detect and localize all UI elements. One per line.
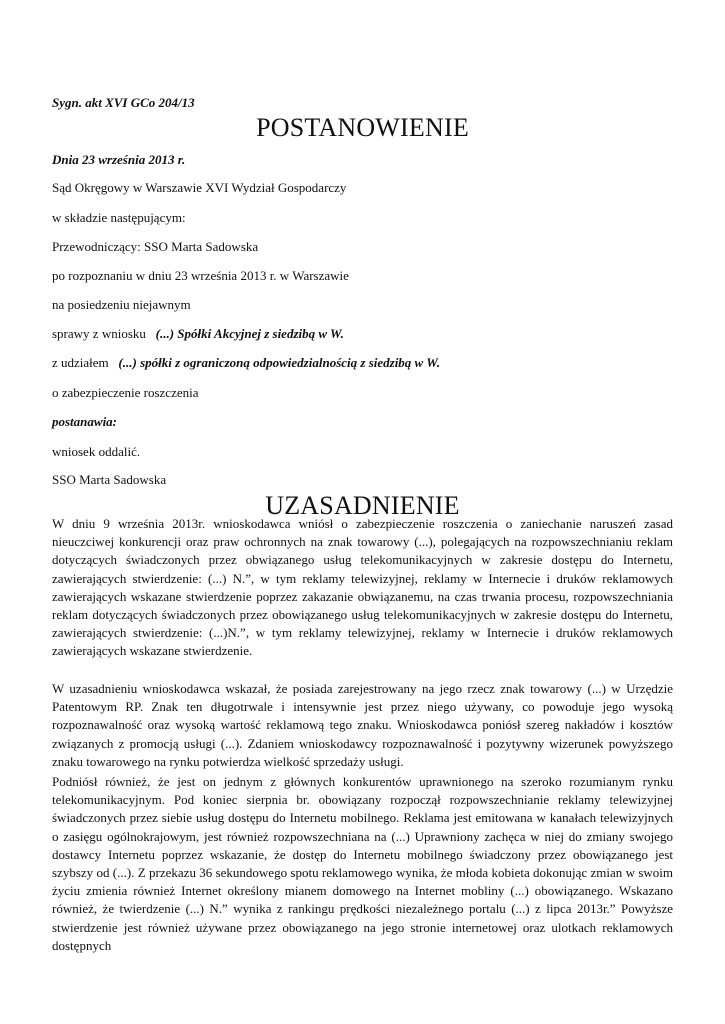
justification-title: UZASADNIENIE	[265, 491, 460, 520]
justification-paragraph-2: W uzasadnieniu wnioskodawca wskazał, że posiada zarejestrowany na jego rzecz znak towarowy (...) w Urzędzie Patentowym RP. Znak ten długotrwale i intensywnie jest przez niego używany, co powoduje jego wysoką rozpoznawalność oraz wysoką wartość reklamową tego znaku. Wnioskodawca poniósł szereg nakładów i kosztów związanych z promocją usługi (...). Zdaniem wnioskodawcy rozpoznawalność i pozytywny wizerunek powyższego znaku towarowego na rynku potwierdza wielkość sprzedaży usługi.	[52, 681, 673, 769]
participant-prefix: z udziałem	[52, 355, 109, 370]
justification-paragraph-1: W dniu 9 września 2013r. wnioskodawca wniósł o zabezpieczenie roszczenia o zaniechanie naruszeń zasad nieuczciwej konkurencji oraz praw ochronnych na znak towarowy (...), polegających na rozpowszechnianiu reklam dotyczących świadczonych przez obwiązanego usług telekomunikacyjnych w zakresie dostępu do Internetu, zawierających stwierdzenie: (...) N.”, w tym reklamy telewizyjnej, reklamy w Internecie i druków reklamowych zawierających wskazane stwierdzenie poprzez zakazanie obwiązanemu, na czas trwania procesu, rozpowszechniania reklam dotyczących świadczonych przez obowiązanego usług telekomunikacyjnych w zakresie dostępu do Internetu, zawierających stwierdzenie: (...)N.”, w tym reklamy telewizyjnej, reklamy w Internecie i druków reklamowych zawierających wskazane stwierdzenie.	[52, 516, 673, 659]
hearing-line: po rozpoznaniu w dniu 23 września 2013 r. w Warszawie	[52, 268, 349, 283]
case-prefix: sprawy z wniosku	[52, 326, 146, 341]
page-title: POSTANOWIENIE	[256, 113, 469, 142]
session-line: na posiedzeniu niejawnym	[52, 297, 191, 312]
ruling-text: wniosek oddalić.	[52, 444, 141, 459]
case-number: Sygn. akt XVI GCo 204/13	[52, 95, 195, 110]
participant-name: (...) spółki z ograniczoną odpowiedzialnością z siedzibą w W.	[118, 355, 441, 370]
case-line	[52, 326, 344, 342]
court-name: Sąd Okręgowy w Warszawie XVI Wydział Gospodarczy	[52, 180, 347, 195]
participant-line	[52, 355, 440, 371]
decision-date: Dnia 23 września 2013 r.	[52, 152, 186, 167]
decides-label: postanawia:	[52, 414, 118, 429]
judge-signature: SSO Marta Sadowska	[52, 472, 167, 487]
justification-paragraph-3: Podniósł również, że jest on jednym z głównych konkurentów uprawnionego na szeroko rozumianym rynku telekomunikacyjnym. Pod koniec sierpnia br. obowiązany rozpoczął rozpowszechnianie reklamy telewizyjnej świadczonych przez siebie usług dostępu do Internetu mobilnego. Reklama jest emitowana w kanałach telewizyjnych o zasięgu ogólnokrajowym, jest również rozpowszechniana na (...) Uprawniony zachęca w niej do zmiany swojego dostawcy Internetu poprzez wskazanie, że dostęp do Internetu mobilnego świadczony przez obowiązanego jest szybszy od (...). Z przekazu 36 sekundowego spotu reklamowego wynika, że młoda kobieta dokonując zmian w swoim życiu zmienia również Internet określony mianem domowego na Internet mobliny (...) obowiązanego. Wskazano również, że twierdzenie (...) N.” wynika z rankingu prędkości niezależnego portalu (...) z lipca 2013r.” Powyższe stwierdzenie jest również używane przez obowiązanego na jego stronie internetowej oraz ulotkach reklamowych dostępnych	[52, 774, 673, 953]
composition-label: w składzie następującym:	[52, 210, 186, 225]
subject-line: o zabezpieczenie roszczenia	[52, 385, 199, 400]
applicant-name: (...) Spółki Akcyjnej z siedzibą w W.	[155, 326, 344, 341]
chair-line: Przewodniczący: SSO Marta Sadowska	[52, 239, 259, 254]
